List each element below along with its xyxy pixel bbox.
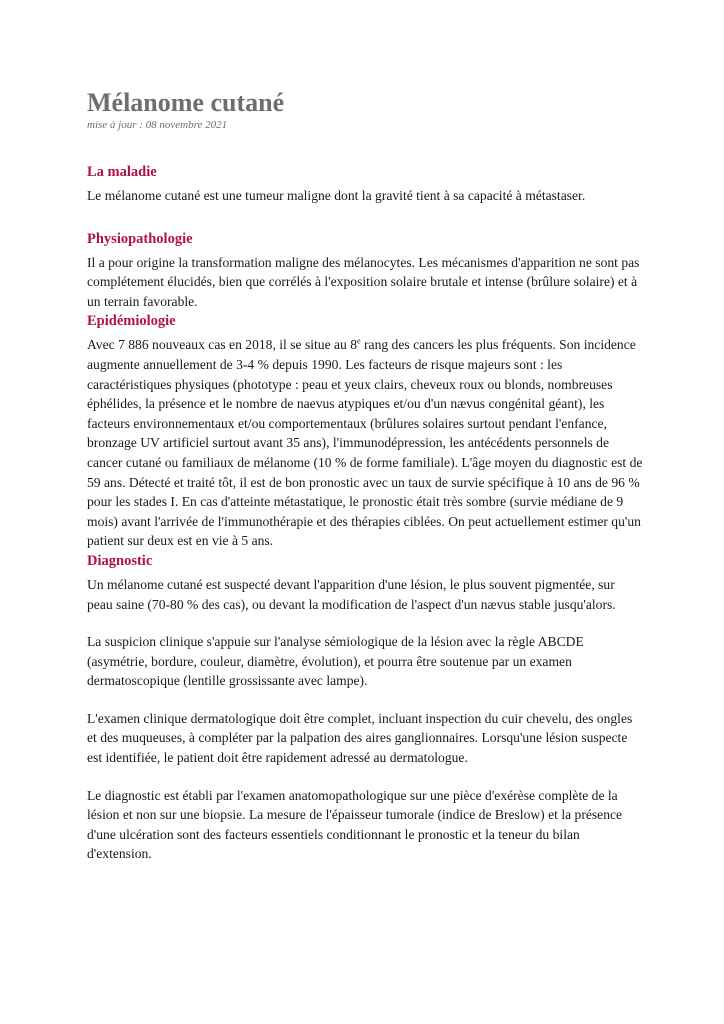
paragraph-diagnostic-1: Un mélanome cutané est suspecté devant l'apparition d'une lésion, le plus souvent pigmentée, sur peau saine (70-80 % des cas), ou devant la modification de l'aspect d'un nævus stable jusqu'alors. (87, 576, 616, 612)
document-title: Mélanome cutané (87, 88, 285, 117)
paragraph-epidemiologie (87, 335, 643, 551)
update-date: mise à jour : 08 novembre 2021 (87, 119, 228, 131)
paragraph-physiopathologie: Il a pour origine la transformation maligne des mélanocytes. Les mécanismes d'apparition ne sont pas complétement élucidés, bien que corrélés à l'exposition solaire brutale et intense (brûlure solaire) et à un terrain favorable. (87, 254, 640, 309)
paragraph-maladie: Le mélanome cutané est une tumeur maligne dont la gravité tient à sa capacité à métastaser. (87, 188, 586, 203)
paragraph-diagnostic-3: L'examen clinique dermatologique doit être complet, incluant inspection du cuir chevelu, des ongles et des muqueuses, à compléter par la palpation des aires ganglionnaires. Lorsqu'une lésion suspecte est identifiée, le patient doit être rapidement adressé au dermatologue. (87, 710, 633, 766)
paragraph-diagnostic-4: Le diagnostic est établi par l'examen anatomopathologique sur une pièce d'exérèse complète de la lésion et non sur une biopsie. La mesure de l'épaisseur tumorale (indice de Breslow) et la présence d'une ulcération sont des facteurs essentiels conditionnant le pronostic et la teneur du bilan d'extension. (87, 787, 623, 862)
section-heading-diagnostic: Diagnostic (87, 552, 153, 569)
rank-superscript: e (357, 336, 361, 346)
epidemiologie-text-rest: rang des cancers les plus fréquents. Son incidence augmente annuellement de 3-4 % depuis 1990. Les facteurs de risque majeurs sont : les caractéristiques physiques (phototype : peau et yeux clairs, cheveux roux ou blonds, nombreuses éphélides, la présence et le nombre de naevus atypiques et/ou d'un nævus congénital géant), les facteurs environnementaux et/ou comportementaux (brûlures solaires surtout pendant l'enfance, bronzage UV artificiel surtout avant 35 ans), l'immunodépression, les antécédents personnels de cancer cutané ou familiaux de mélanome (10 % de forme familiale). L'âge moyen du diagnostic est de 59 ans. Détecté et traité tôt, il est de bon pronostic avec un taux de survie spécifique à 10 ans de 96 % pour les stades I. En cas d'atteinte métastatique, le pronostic était très sombre (survie médiane de 9 mois) avant l'arrivée de l'immunothérapie et des thérapies ciblées. On peut actuellement estimer qu'un patient sur deux est en vie à 5 ans. (87, 337, 643, 549)
section-heading-physiopathologie: Physiopathologie (87, 230, 193, 247)
document-page (87, 88, 643, 864)
section-heading-maladie: La maladie (87, 164, 157, 180)
paragraph-diagnostic-2: La suspicion clinique s'appuie sur l'analyse sémiologique de la lésion avec la règle ABCDE (asymétrie, bordure, couleur, diamètre, évolution), et pourra être soutenue par un examen dermatoscopique (lentille grossissante avec lampe). (87, 634, 584, 689)
section-heading-epidemiologie: Epidémiologie (87, 313, 176, 330)
epidemiologie-text-start: Avec 7 886 nouveaux cas en 2018, il se situe au 8 (87, 337, 358, 353)
